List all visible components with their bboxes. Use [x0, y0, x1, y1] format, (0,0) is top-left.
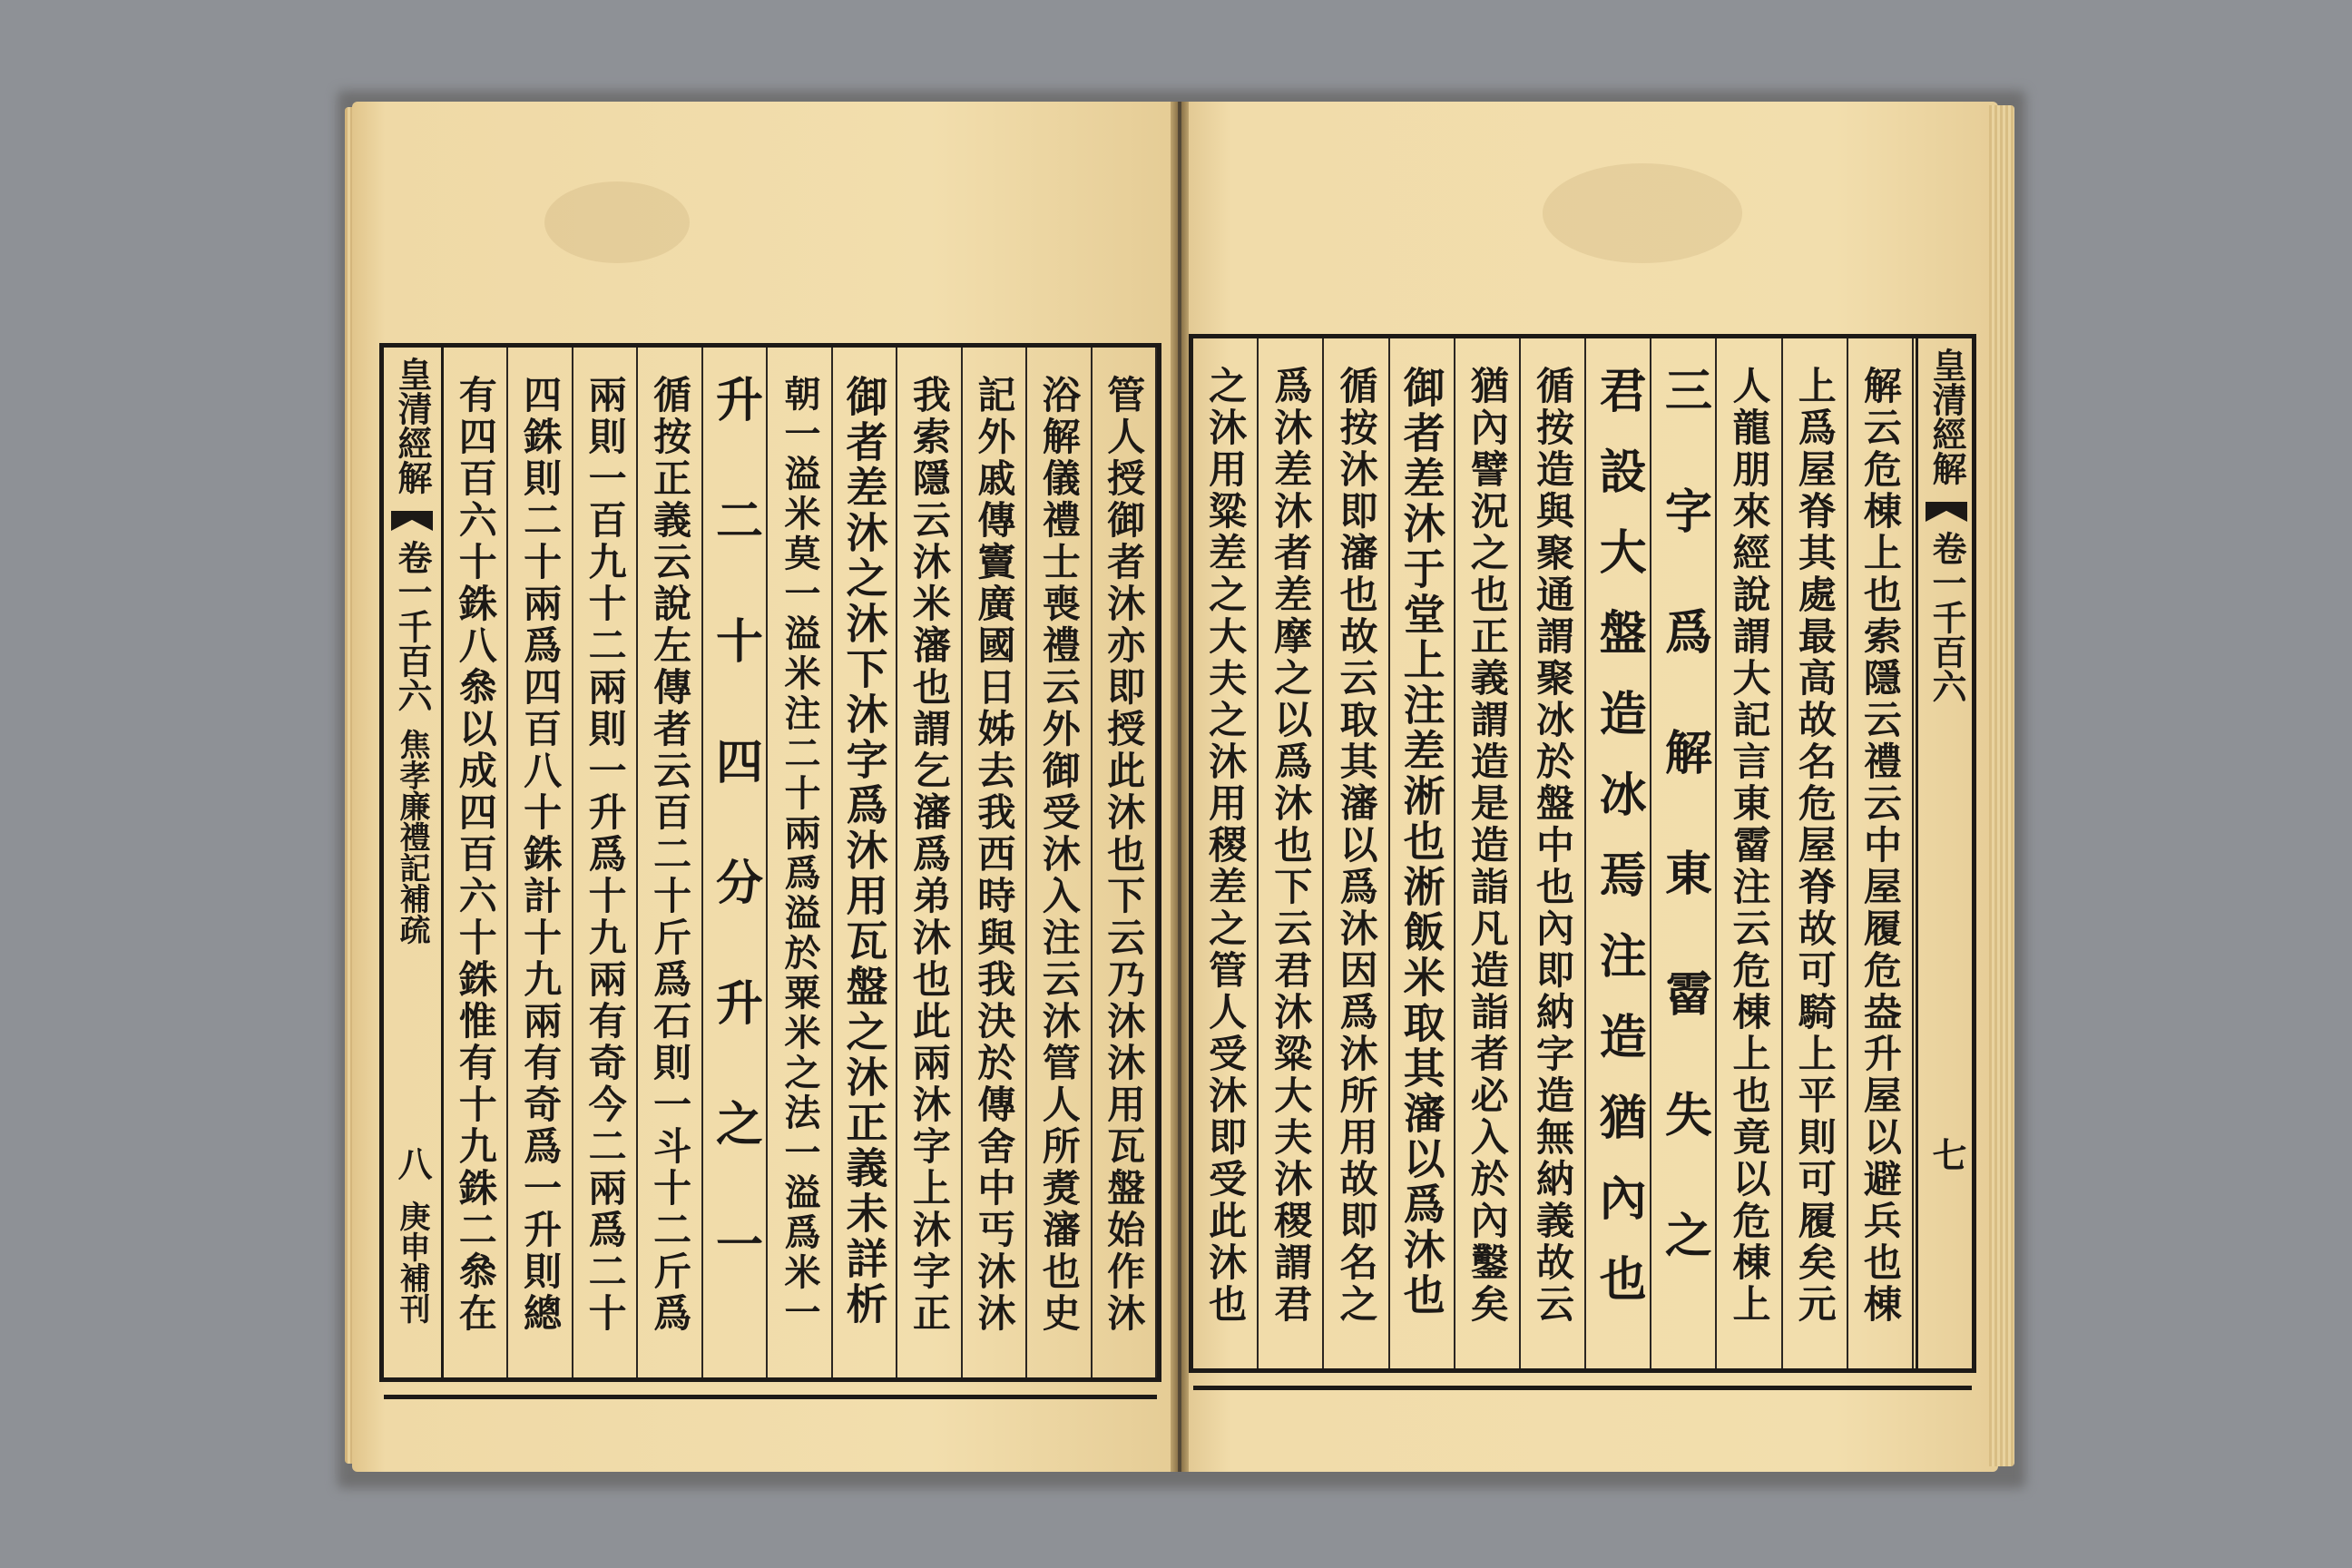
margin-volume: 卷一千百六	[392, 540, 433, 712]
text-column	[508, 348, 573, 1377]
column-text: 君設大盤造冰焉注造猶內也	[1591, 366, 1647, 1335]
text-column	[768, 348, 832, 1377]
text-column	[1324, 338, 1389, 1368]
column-text: 猶內譬況之也正義謂造是造詣凡造詣者必入於內鑿矣	[1465, 366, 1510, 1326]
left-text-frame	[379, 343, 1161, 1382]
text-column	[963, 348, 1027, 1377]
text-column	[1093, 348, 1157, 1377]
right-text-frame	[1189, 334, 1976, 1373]
margin-author: 焦孝廉禮記補疏	[394, 729, 430, 945]
text-column	[1848, 338, 1914, 1368]
column-text: 解云危棟上也索隱云禮云中屋履危盎升屋以避兵也棟	[1857, 366, 1903, 1326]
column-text: 循按造與聚通謂聚冰於盤中也內即納字造無納義故云	[1530, 366, 1575, 1326]
column-text: 朝一溢米莫一溢米注二十兩爲溢於粟米之法一溢爲米一	[778, 375, 821, 1333]
text-column	[1783, 338, 1848, 1368]
column-text: 之沐用粱差之大夫之沐用稷差之管人受沐即受此沐也	[1203, 366, 1249, 1326]
text-column	[1586, 338, 1651, 1368]
fishtail-mark	[391, 511, 433, 531]
text-column	[1193, 338, 1259, 1368]
column-text: 上爲屋脊其處最高故名危屋脊故可騎上平則可履矣元	[1792, 366, 1838, 1326]
text-column	[1651, 338, 1717, 1368]
column-text: 人龍朋來經說謂大記言東霤注云危棟上也竟以危棟上	[1727, 366, 1772, 1326]
column-text: 循按沐即瀋也故云取其瀋以爲沐因爲沐所用故即名之	[1334, 366, 1379, 1326]
margin-leaf-number: 七	[1926, 1137, 1967, 1171]
text-column	[1027, 348, 1092, 1377]
column-text: 浴解儀禮士喪禮云外御受沐入注云沐管人所煑瀋也史	[1036, 375, 1082, 1335]
text-column	[833, 348, 897, 1377]
paper-stain	[544, 181, 690, 263]
bottom-rule	[1193, 1386, 1972, 1390]
column-text: 三字爲解東霤失之	[1656, 366, 1712, 1331]
margin-leaf-number: 八	[392, 1146, 433, 1181]
right-page-margin	[1916, 338, 1975, 1368]
column-text: 有四百六十銖八叅以成四百六十銖惟有十九銖二叅在	[453, 375, 498, 1335]
text-column	[573, 348, 638, 1377]
column-text: 御者差沐于堂上注差淅也淅飯米取其瀋以爲沐也	[1396, 366, 1446, 1318]
column-text: 我索隱云沐米瀋也謂乞瀋爲弟沐也此兩沐字上沐字正	[906, 375, 952, 1335]
text-column	[1390, 338, 1455, 1368]
text-column	[1717, 338, 1782, 1368]
margin-volume: 卷一千百六	[1926, 531, 1967, 703]
column-text: 管人授御者沐亦即授此沐也下云乃沐沐用瓦盤始作沐	[1102, 375, 1147, 1335]
column-text: 兩則一百九十二兩則一升爲十九兩有奇今二兩爲二十	[583, 375, 628, 1335]
column-text: 御者差沐之沐下沐字爲沐用瓦盤之沐正義未詳析	[839, 375, 889, 1328]
bottom-rule	[384, 1395, 1157, 1399]
margin-title: 皇清經解	[1926, 348, 1967, 485]
text-column	[1455, 338, 1521, 1368]
text-column	[638, 348, 702, 1377]
text-column	[1521, 338, 1586, 1368]
margin-title: 皇清經解	[392, 357, 433, 495]
column-text: 升二十四分升之一	[707, 375, 763, 1340]
fishtail-mark	[1926, 502, 1967, 522]
margin-edition: 庚申補刊	[394, 1200, 430, 1324]
text-column	[1259, 338, 1324, 1368]
paper-stain	[1543, 163, 1742, 263]
text-column	[703, 348, 768, 1377]
left-page-margin	[384, 348, 444, 1377]
column-text: 循按正義云說左傳者云百二十斤爲石則一斗十二斤爲	[648, 375, 693, 1335]
text-column	[897, 348, 962, 1377]
right-page-edges	[1989, 105, 2014, 1466]
column-text: 記外戚傳竇廣國日姊去我西時與我決於傳舍中丐沐沐	[972, 375, 1017, 1335]
text-column	[444, 348, 508, 1377]
book-gutter	[1171, 102, 1189, 1472]
column-text: 爲沐差沐者差摩之以爲沐也下云君沐粱大夫沐稷謂君	[1269, 366, 1314, 1326]
column-text: 四銖則二十兩爲四百八十銖計十九兩有奇爲一升則總	[518, 375, 564, 1335]
